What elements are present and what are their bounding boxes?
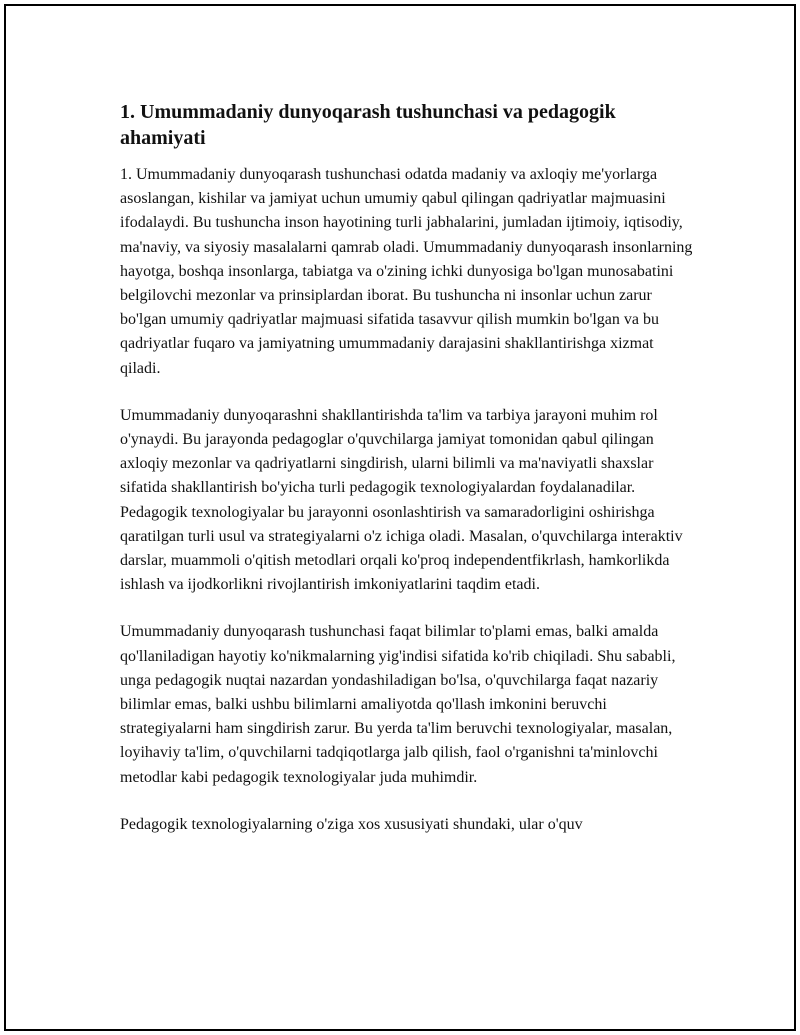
section-heading: 1. Umummadaniy dunyoqarash tushunchasi va pedagogik ahamiyati <box>120 101 616 149</box>
paragraph-1: 1. Umummadaniy dunyoqarash tushunchasi odatda madaniy va axloqiy me'yorlarga asoslangan, kishilar va jamiyat uchun umumiy qabul qilingan qadriyatlar majmuasini ifodalaydi. Bu tushuncha inson hayotining turli jabhalarini, jumladan ijtimoiy, iqtisodiy, ma'naviy, va siyosiy masalalarni qamrab oladi. Umummadaniy dunyoqarash insonlarning hayotga, boshqa insonlarga, tabiatga va o'zining ichki dunyosiga bo'lgan munosabatini belgilovchi mezonlar va prinsiplardan iborat. Bu tushuncha ni insonlar uchun zarur bo'lgan umumiy qadriyatlar majmuasi sifatida tasavvur qilish mumkin bo'lgan va bu qadriyatlar fuqaro va jamiyatning umummadaniy darajasini shakllantirishga xizmat qiladi. <box>120 166 693 377</box>
document-body <box>120 99 696 860</box>
page-frame <box>4 4 796 1031</box>
paragraph-2: Umummadaniy dunyoqarashni shakllantirishda ta'lim va tarbiya jarayoni muhim rol o'ynaydi. Bu jarayonda pedagoglar o'quvchilarga jamiyat tomonidan qabul qilingan axloqiy mezonlar va qadriyatlarni singdirish, ularni bilimli va ma'naviyatli shaxslar sifatida shakllantirish bo'yicha turli pedagogik texnologiyalardan foydalanadilar. Pedagogik texnologiyalar bu jarayonni osonlashtirish va samaradorligini oshirishga qaratilgan turli usul va strategiyalarni o'z ichiga oladi. Masalan, o'quvchilarga interaktiv darslar, muammoli o'qitish metodlari orqali ko'proq independentfikrlash, hamkorlikda ishlash va ijodkorlikni rivojlantirish imkoniyatlarini taqdim etadi. <box>120 406 683 594</box>
paragraph-4: Pedagogik texnologiyalarning o'ziga xos xususiyati shundaki, ular o'quv <box>120 815 583 833</box>
paragraph-3: Umummadaniy dunyoqarash tushunchasi faqat bilimlar to'plami emas, balki amalda qo'llaniladigan hayotiy ko'nikmalarning yig'indisi sifatida ko'rib chiqiladi. Shu sababli, unga pedagogik nuqtai nazardan yondashiladigan bo'lsa, o'quvchilarga faqat nazariy bilimlar emas, balki ushbu bilimlarni amaliyotda qo'llash imkonini beruvchi strategiyalarni ham singdirish zarur. Bu yerda ta'lim beruvchi texnologiyalar, masalan, loyihaviy ta'lim, o'quvchilarni tadqiqotlarga jalb qilish, faol o'rganishni ta'minlovchi metodlar kabi pedagogik texnologiyalar juda muhimdir. <box>120 623 676 786</box>
